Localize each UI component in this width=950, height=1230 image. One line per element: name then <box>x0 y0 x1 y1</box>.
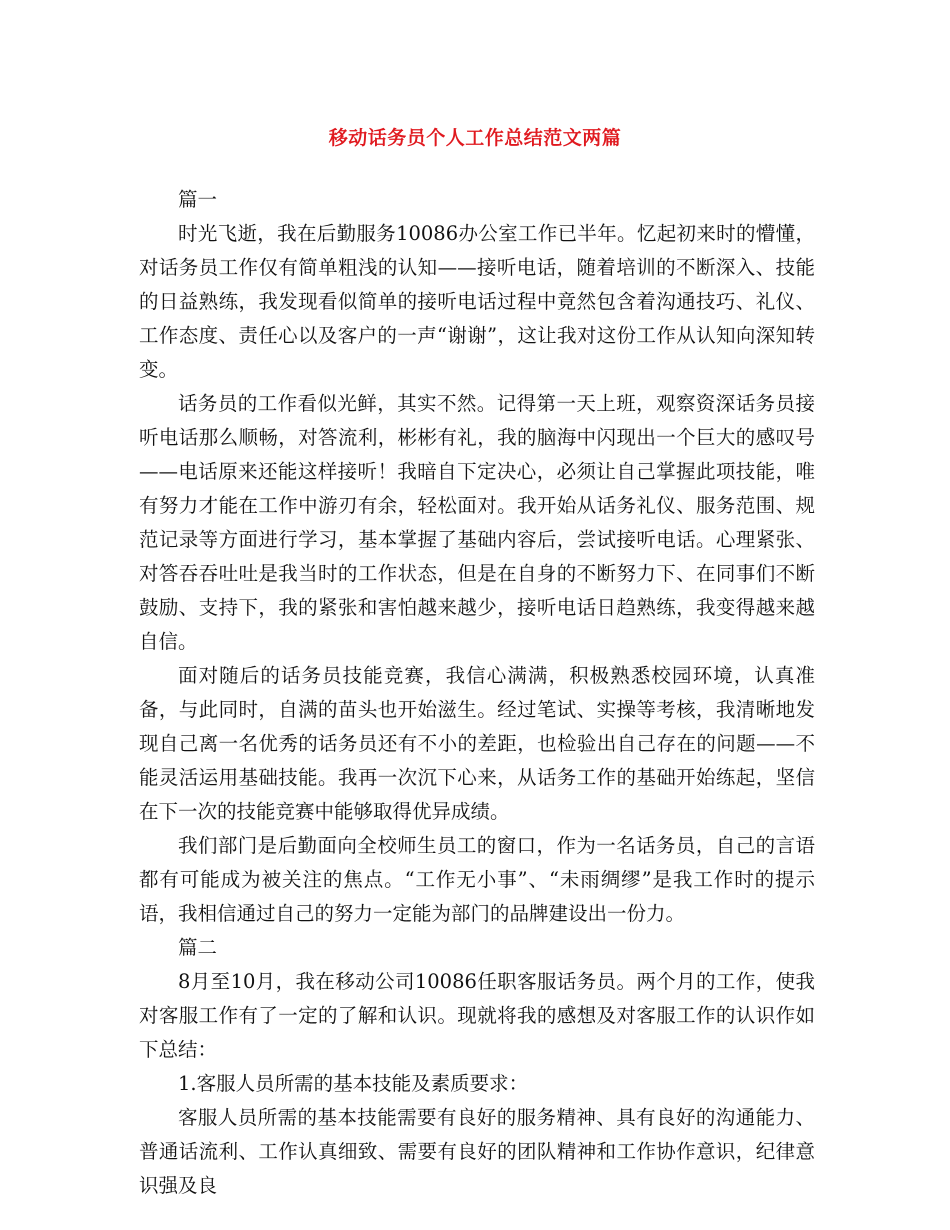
numbered-item: 1.客服人员所需的基本技能及素质要求： <box>178 1072 529 1095</box>
paragraph: 我们部门是后勤面向全校师生员工的窗口，作为一名话务员，自己的言语都有可能成为被关注的焦点。“工作无小事”、“未雨绸缪”是我工作时的提示语，我相信通过自己的努力一定能为部门的品牌建设出一份力。 <box>139 834 815 925</box>
document-title: 移动话务员个人工作总结范文两篇 <box>328 127 622 149</box>
section-heading: 篇二 <box>178 936 218 959</box>
paragraph: 客服人员所需的基本技能需要有良好的服务精神、具有良好的沟通能力、普通话流利、工作认真细致、需要有良好的团队精神和工作协作意识，纪律意识强及良 <box>139 1106 815 1197</box>
paragraph: 时光飞逝，我在后勤服务10086办公室工作已半年。忆起初来时的懵懂，对话务员工作仅有简单粗浅的认知——接听电话，随着培训的不断深入、技能的日益熟练，我发现看似简单的接听电话过程中竟然包含着沟通技巧、礼仪、工作态度、责任心以及客户的一声“谢谢”，这让我对这份工作从认知向深知转变。 <box>139 222 815 381</box>
paragraph: 8月至10月，我在移动公司10086任职客服话务员。两个月的工作，使我对客服工作有了一定的了解和认识。现就将我的感想及对客服工作的认识作如下总结： <box>139 970 815 1061</box>
paragraph: 话务员的工作看似光鲜，其实不然。记得第一天上班，观察资深话务员接听电话那么顺畅，对答流利，彬彬有礼，我的脑海中闪现出一个巨大的感叹号——电话原来还能这样接听！我暗自下定决心，必须让自己掌握此项技能，唯有努力才能在工作中游刃有余，轻松面对。我开始从话务礼仪、服务范围、规范记录等方面进行学习，基本掌握了基础内容后，尝试接听电话。心理紧张、对答吞吞吐吐是我当时的工作状态，但是在自身的不断努力下、在同事们不断鼓励、支持下，我的紧张和害怕越来越少，接听电话日趋熟练，我变得越来越自信。 <box>139 392 815 653</box>
paragraph: 面对随后的话务员技能竞赛，我信心满满，积极熟悉校园环境，认真准备，与此同时，自满的苗头也开始滋生。经过笔试、实操等考核，我清晰地发现自己离一名优秀的话务员还有不小的差距，也检验出自己存在的问题——不能灵活运用基础技能。我再一次沉下心来，从话务工作的基础开始练起，坚信在下一次的技能竞赛中能够取得优异成绩。 <box>139 664 815 823</box>
document-body <box>139 183 815 1203</box>
section-heading: 篇一 <box>178 188 218 211</box>
